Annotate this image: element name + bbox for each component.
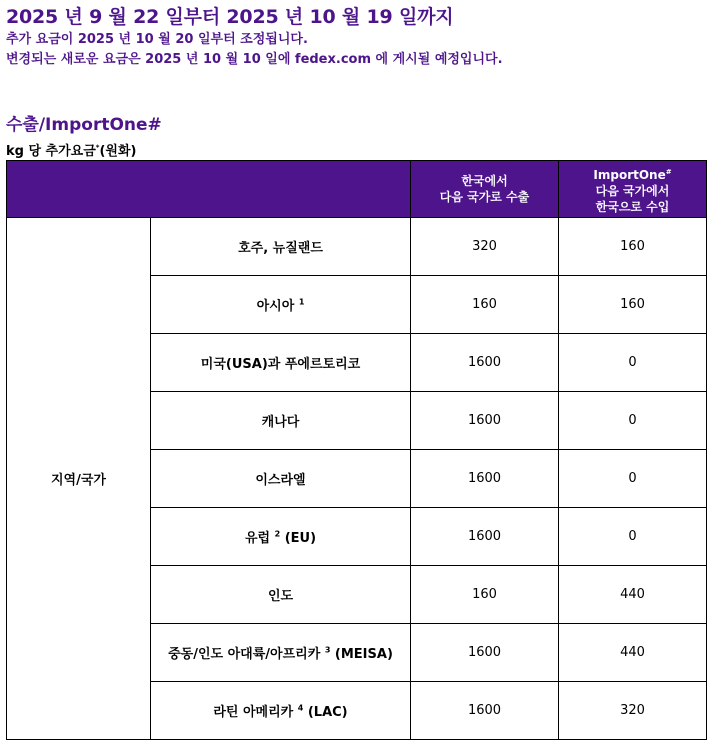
country-name (151, 508, 411, 566)
country-name (151, 566, 411, 624)
import-surcharge: 0 (559, 334, 707, 392)
header-import-line3: 한국으로 수입 (595, 199, 670, 214)
table-body (7, 218, 707, 740)
import-surcharge: 440 (559, 624, 707, 682)
table-header-row (7, 161, 707, 218)
import-surcharge: 0 (559, 450, 707, 508)
country-name-text: 미국(USA)과 푸에르토리코 (200, 357, 361, 372)
header-export (411, 161, 559, 218)
header-import-line2: 다음 국가에서 (595, 183, 670, 198)
header-export-line1: 한국에서 (461, 174, 508, 188)
unit-label-text: kg 당 추가요금 (6, 144, 96, 159)
country-name-text: 이스라엘 (255, 473, 306, 488)
country-name (151, 624, 411, 682)
unit-label-mark: * (95, 143, 100, 152)
export-surcharge: 320 (411, 218, 559, 276)
header-export-line2: 다음 국가로 수출 (439, 190, 530, 204)
country-name-text: 라틴 아메리카 (213, 705, 294, 720)
adjustment-notice: 추가 요금이 2025 년 10 월 20 일부터 조정됩니다. (6, 32, 308, 47)
export-surcharge: 1600 (411, 682, 559, 740)
footnote-mark: 2 (274, 529, 281, 539)
header-blank (7, 161, 411, 218)
unit-label-suffix: (원화) (99, 144, 137, 159)
export-surcharge: 160 (411, 276, 559, 334)
country-name (151, 334, 411, 392)
country-name (151, 450, 411, 508)
country-name (151, 392, 411, 450)
import-surcharge: 160 (559, 218, 707, 276)
unit-label (6, 140, 136, 159)
country-name (151, 682, 411, 740)
country-name-text: 유럽 (244, 531, 271, 546)
country-suffix: (MEISA) (334, 647, 393, 662)
country-name (151, 218, 411, 276)
import-surcharge: 0 (559, 392, 707, 450)
country-name (151, 276, 411, 334)
section-title: 수출/ImportOne# (6, 115, 162, 135)
footnote-mark: 4 (297, 703, 304, 713)
country-name-text: 캐나다 (261, 415, 300, 430)
export-surcharge: 1600 (411, 508, 559, 566)
region-label: 지역/국가 (7, 218, 151, 740)
header-import-line1 (559, 164, 706, 183)
export-surcharge: 1600 (411, 392, 559, 450)
footnote-mark: 1 (298, 297, 305, 307)
country-name-text: 호주, 뉴질랜드 (238, 241, 323, 256)
export-surcharge: 160 (411, 566, 559, 624)
country-name-text: 인도 (267, 589, 294, 604)
footnote-mark: 3 (324, 645, 331, 655)
export-surcharge: 1600 (411, 624, 559, 682)
export-surcharge: 1600 (411, 450, 559, 508)
headline: 2025 년 9 월 22 일부터 2025 년 10 월 19 일까지 (6, 6, 454, 28)
publication-notice: 변경되는 새로운 요금은 2025 년 10 월 10 일에 fedex.com 에 게시될 예정입니다. (6, 52, 503, 67)
country-suffix: (EU) (284, 531, 317, 546)
header-import-mark: # (665, 167, 672, 176)
country-name-text: 아시아 (256, 299, 295, 314)
import-surcharge: 160 (559, 276, 707, 334)
surcharge-table (6, 160, 707, 740)
import-surcharge: 440 (559, 566, 707, 624)
export-surcharge: 1600 (411, 334, 559, 392)
country-name-text: 중동/인도 아대륙/아프리카 (168, 647, 321, 662)
import-surcharge: 0 (559, 508, 707, 566)
import-surcharge: 320 (559, 682, 707, 740)
header-import (559, 161, 707, 218)
table-row (7, 218, 707, 276)
country-suffix: (LAC) (307, 705, 348, 720)
header-import-brand: ImportOne (593, 167, 666, 182)
